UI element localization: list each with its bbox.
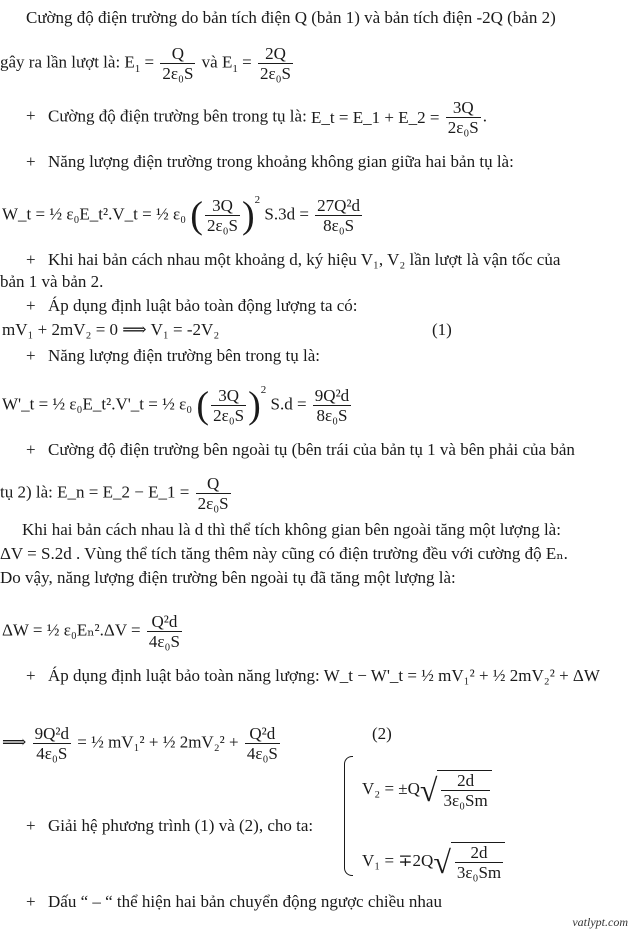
system-brace [344, 756, 353, 876]
paragraph-2-line-2: ΔV = S.2d . Vùng thể tích tăng thêm này cũng có điện trường đều với cường độ Eₙ. [0, 544, 568, 563]
equation-number-2: (2) [372, 724, 392, 743]
equation-delta-w: ΔW = ½ ε₀Eₙ².ΔV = $\frac{\text{Q²d}}{\text{4ε₀S}}$ [2, 612, 180, 651]
bullet-velocities-line-2: bản 1 và bản 2. [0, 272, 104, 291]
bullet-energy-conservation: + Áp dụng định luật bảo toàn năng lượng: W_t − W'_t = ½ mV₁² + ½ 2mV₂² + ΔW [26, 666, 600, 685]
solution-v2: V₂ = ±Q√ $\frac{2d}{\text{3ε₀Sm}}$ [362, 770, 640, 810]
bullet-field-outside-line-2: tụ 2) là: E_n = E_2 − E_1 = $\frac{Q}{\text{2ε₀S}}$ [0, 474, 229, 513]
bullet-solve-system: + Giải hệ phương trình (1) và (2), cho ta: [26, 816, 314, 835]
equation-wt-prime: W'_t = ½ ε₀E_t².V'_t = ½ ε₀ ( $\frac{3Q}{\text{2ε₀S}}$ )$^2$ S.d = $\frac{\text{9Q²d}}{\text{8ε₀S}}$ [2, 384, 350, 427]
fraction-e1: $\frac{Q}{\text{2ε₀S}}$ [162, 44, 194, 83]
intro-line-1: Cường độ điện trường do bản tích điện Q (bản 1) và bản tích điện -2Q (bản 2) [26, 8, 556, 27]
equation-wt: W_t = ½ ε₀E_t².V_t = ½ ε₀ ( $\frac{3Q}{\text{2ε₀S}}$ )$^2$ S.3d = $\frac{\text{27Q²d}}{\text{8ε₀S}}$ [2, 194, 361, 237]
paragraph-2-line-1: Khi hai bản cách nhau là d thì thể tích không gian bên ngoài tăng một lượng là: [22, 520, 561, 539]
bullet-field-outside-line-1: + Cường độ điện trường bên ngoài tụ (bên trái của bản tụ 1 và bên phải của bản [26, 440, 575, 459]
solution-v1: V₁ = ∓2Q√ $\frac{2d}{\text{3ε₀Sm}}$ [362, 842, 640, 882]
intro-line-2: gây ra lần lượt là: $E_1$ = $\frac{Q}{\text{2ε₀S}}$ và $E_1$ = $\frac{2Q}{\text{2ε₀S}}$ [0, 44, 291, 83]
equation-number-1: (1) [432, 320, 452, 339]
equation-momentum: mV₁ + 2mV₂ = 0 ⟹ V₁ = -2V₂ [2, 320, 220, 339]
watermark: vatlypt.com [572, 915, 628, 929]
equation-energy-balance: ⟹ $\frac{\text{9Q²d}}{\text{4ε₀S}}$ = ½ mV₁² + ½ 2mV₂² + $\frac{\text{Q²d}}{\text{4ε₀S}}$ [2, 724, 278, 763]
paragraph-2-line-3: Do vậy, năng lượng điện trường bên ngoài tụ đã tăng một lượng là: [0, 568, 456, 587]
bullet-field-inside: + Cường độ điện trường bên trong tụ là: E_t = E_1 + E_2 = $\frac{3Q}{\text{2ε₀S}}$ . [26, 98, 487, 137]
fraction-et: $\frac{3Q}{\text{2ε₀S}}$ [447, 98, 479, 137]
bullet-energy-inside: + Năng lượng điện trường bên trong tụ là: [26, 346, 320, 365]
bullet-velocities-line-1: + Khi hai bản cách nhau một khoảng d, ký hiệu V₁, V₂ lần lượt là vận tốc của [26, 250, 561, 269]
bullet-sign-meaning: + Dấu “ – “ thể hiện hai bản chuyển động ngược chiều nhau [26, 892, 442, 911]
bullet-energy-between: + Năng lượng điện trường trong khoảng không gian giữa hai bản tụ là: [26, 152, 514, 171]
bullet-momentum: + Áp dụng định luật bảo toàn động lượng ta có: [26, 296, 358, 315]
fraction-e2: $\frac{2Q}{\text{2ε₀S}}$ [259, 44, 291, 83]
